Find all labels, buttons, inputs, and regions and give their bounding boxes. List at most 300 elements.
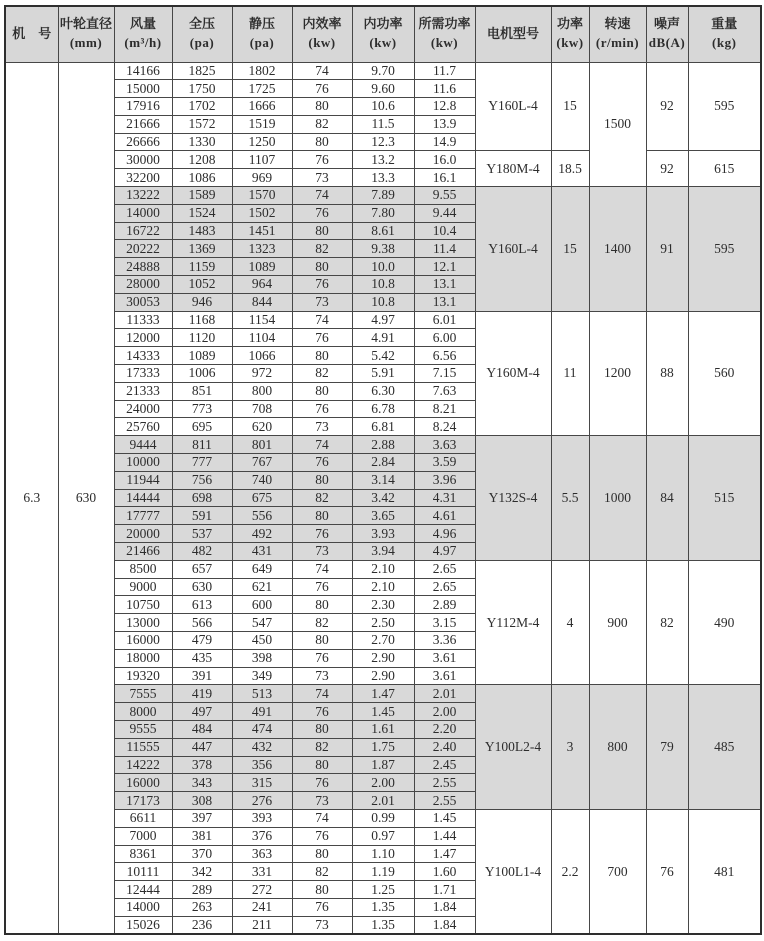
cell-weight: 560 xyxy=(688,311,761,436)
cell-required_power: 4.97 xyxy=(414,543,475,561)
cell-efficiency: 82 xyxy=(292,489,352,507)
cell-efficiency: 76 xyxy=(292,454,352,472)
cell-internal_power: 2.50 xyxy=(352,614,414,632)
cell-total_pressure: 811 xyxy=(172,436,232,454)
cell-weight: 481 xyxy=(688,809,761,934)
cell-total_pressure: 343 xyxy=(172,774,232,792)
cell-flow: 25760 xyxy=(114,418,172,436)
cell-efficiency: 82 xyxy=(292,614,352,632)
cell-static_pressure: 349 xyxy=(232,667,292,685)
cell-weight: 615 xyxy=(688,151,761,187)
cell-flow: 21666 xyxy=(114,115,172,133)
cell-required_power: 4.31 xyxy=(414,489,475,507)
cell-flow: 24000 xyxy=(114,400,172,418)
cell-static_pressure: 272 xyxy=(232,881,292,899)
cell-total_pressure: 1086 xyxy=(172,169,232,187)
cell-static_pressure: 649 xyxy=(232,560,292,578)
cell-static_pressure: 1570 xyxy=(232,187,292,205)
cell-total_pressure: 308 xyxy=(172,792,232,810)
cell-flow: 9555 xyxy=(114,720,172,738)
header-unit: (kw) xyxy=(369,35,397,51)
cell-weight: 485 xyxy=(688,685,761,810)
cell-static_pressure: 1250 xyxy=(232,133,292,151)
cell-total_pressure: 773 xyxy=(172,400,232,418)
cell-total_pressure: 1208 xyxy=(172,151,232,169)
cell-total_pressure: 1052 xyxy=(172,276,232,294)
cell-speed: 800 xyxy=(589,685,646,810)
cell-static_pressure: 1519 xyxy=(232,115,292,133)
cell-internal_power: 10.8 xyxy=(352,293,414,311)
cell-static_pressure: 964 xyxy=(232,276,292,294)
cell-internal_power: 4.97 xyxy=(352,311,414,329)
cell-flow: 21333 xyxy=(114,382,172,400)
table-row xyxy=(5,62,761,80)
cell-total_pressure: 1702 xyxy=(172,98,232,116)
cell-total_pressure: 263 xyxy=(172,898,232,916)
cell-internal_power: 2.90 xyxy=(352,667,414,685)
cell-total_pressure: 447 xyxy=(172,738,232,756)
cell-total_pressure: 479 xyxy=(172,632,232,650)
cell-flow: 8361 xyxy=(114,845,172,863)
cell-internal_power: 1.10 xyxy=(352,845,414,863)
cell-required_power: 13.9 xyxy=(414,115,475,133)
cell-flow: 14222 xyxy=(114,756,172,774)
cell-flow: 14166 xyxy=(114,62,172,80)
cell-static_pressure: 450 xyxy=(232,632,292,650)
cell-internal_power: 6.81 xyxy=(352,418,414,436)
cell-efficiency: 82 xyxy=(292,863,352,881)
header-label: 噪声 xyxy=(653,16,680,32)
cell-internal_power: 6.30 xyxy=(352,382,414,400)
header-unit: dB(A) xyxy=(648,35,686,51)
cell-efficiency: 74 xyxy=(292,62,352,80)
header-unit: (m³/h) xyxy=(124,35,162,51)
cell-required_power: 11.7 xyxy=(414,62,475,80)
cell-total_pressure: 370 xyxy=(172,845,232,863)
cell-efficiency: 76 xyxy=(292,400,352,418)
cell-required_power: 2.55 xyxy=(414,774,475,792)
cell-efficiency: 76 xyxy=(292,578,352,596)
cell-flow: 16000 xyxy=(114,774,172,792)
cell-static_pressure: 740 xyxy=(232,471,292,489)
cell-efficiency: 73 xyxy=(292,418,352,436)
cell-static_pressure: 972 xyxy=(232,365,292,383)
cell-speed: 900 xyxy=(589,560,646,685)
cell-flow: 32200 xyxy=(114,169,172,187)
cell-efficiency: 76 xyxy=(292,703,352,721)
cell-flow: 12444 xyxy=(114,881,172,899)
cell-efficiency: 73 xyxy=(292,792,352,810)
cell-flow: 24888 xyxy=(114,258,172,276)
cell-efficiency: 76 xyxy=(292,525,352,543)
cell-internal_power: 2.70 xyxy=(352,632,414,650)
cell-total_pressure: 756 xyxy=(172,471,232,489)
cell-internal_power: 2.10 xyxy=(352,578,414,596)
cell-efficiency: 80 xyxy=(292,258,352,276)
cell-static_pressure: 492 xyxy=(232,525,292,543)
cell-total_pressure: 1159 xyxy=(172,258,232,276)
cell-required_power: 1.47 xyxy=(414,845,475,863)
cell-efficiency: 80 xyxy=(292,98,352,116)
header-label: 内效率 xyxy=(302,16,342,32)
cell-efficiency: 80 xyxy=(292,596,352,614)
header-label: 电机型号 xyxy=(486,25,539,41)
cell-required_power: 2.00 xyxy=(414,703,475,721)
cell-required_power: 1.45 xyxy=(414,809,475,827)
cell-noise: 82 xyxy=(646,560,688,685)
cell-efficiency: 80 xyxy=(292,632,352,650)
cell-flow: 9000 xyxy=(114,578,172,596)
cell-efficiency: 80 xyxy=(292,222,352,240)
cell-flow: 11944 xyxy=(114,471,172,489)
cell-flow: 11555 xyxy=(114,738,172,756)
col-header-flow xyxy=(114,6,172,62)
cell-total_pressure: 484 xyxy=(172,720,232,738)
cell-efficiency: 73 xyxy=(292,543,352,561)
cell-total_pressure: 851 xyxy=(172,382,232,400)
cell-total_pressure: 630 xyxy=(172,578,232,596)
cell-flow: 7555 xyxy=(114,685,172,703)
col-header-impeller_diameter xyxy=(58,6,114,62)
col-header-machine_no xyxy=(5,6,58,62)
table-row xyxy=(5,685,761,703)
cell-internal_power: 7.80 xyxy=(352,204,414,222)
cell-noise: 76 xyxy=(646,809,688,934)
cell-static_pressure: 393 xyxy=(232,809,292,827)
cell-internal_power: 2.01 xyxy=(352,792,414,810)
cell-internal_power: 13.3 xyxy=(352,169,414,187)
cell-total_pressure: 391 xyxy=(172,667,232,685)
cell-power: 18.5 xyxy=(551,151,589,187)
cell-internal_power: 2.00 xyxy=(352,774,414,792)
table-header xyxy=(5,6,761,62)
cell-total_pressure: 435 xyxy=(172,649,232,667)
cell-internal_power: 5.91 xyxy=(352,365,414,383)
cell-internal_power: 10.0 xyxy=(352,258,414,276)
cell-required_power: 1.60 xyxy=(414,863,475,881)
cell-total_pressure: 1589 xyxy=(172,187,232,205)
cell-efficiency: 73 xyxy=(292,293,352,311)
cell-internal_power: 6.78 xyxy=(352,400,414,418)
cell-total_pressure: 1750 xyxy=(172,80,232,98)
cell-static_pressure: 1104 xyxy=(232,329,292,347)
cell-power: 4 xyxy=(551,560,589,685)
header-label: 静压 xyxy=(248,16,275,32)
cell-required_power: 2.65 xyxy=(414,560,475,578)
cell-total_pressure: 695 xyxy=(172,418,232,436)
cell-required_power: 13.1 xyxy=(414,293,475,311)
col-header-motor_model xyxy=(475,6,551,62)
cell-internal_power: 3.14 xyxy=(352,471,414,489)
cell-static_pressure: 431 xyxy=(232,543,292,561)
cell-internal_power: 10.6 xyxy=(352,98,414,116)
cell-total_pressure: 591 xyxy=(172,507,232,525)
cell-total_pressure: 566 xyxy=(172,614,232,632)
cell-flow: 17777 xyxy=(114,507,172,525)
cell-flow: 30000 xyxy=(114,151,172,169)
cell-static_pressure: 1107 xyxy=(232,151,292,169)
cell-static_pressure: 211 xyxy=(232,916,292,934)
cell-static_pressure: 801 xyxy=(232,436,292,454)
cell-required_power: 6.00 xyxy=(414,329,475,347)
cell-flow: 10111 xyxy=(114,863,172,881)
col-header-power xyxy=(551,6,589,62)
cell-required_power: 6.01 xyxy=(414,311,475,329)
cell-internal_power: 9.60 xyxy=(352,80,414,98)
cell-efficiency: 80 xyxy=(292,756,352,774)
cell-internal_power: 11.5 xyxy=(352,115,414,133)
cell-static_pressure: 1089 xyxy=(232,258,292,276)
cell-impeller-diameter: 630 xyxy=(58,62,114,934)
cell-power: 15 xyxy=(551,187,589,312)
cell-flow: 17333 xyxy=(114,365,172,383)
cell-power: 11 xyxy=(551,311,589,436)
cell-flow: 16722 xyxy=(114,222,172,240)
cell-static_pressure: 1802 xyxy=(232,62,292,80)
cell-internal_power: 1.45 xyxy=(352,703,414,721)
cell-power: 5.5 xyxy=(551,436,589,561)
cell-flow: 13000 xyxy=(114,614,172,632)
cell-static_pressure: 398 xyxy=(232,649,292,667)
cell-motor-model: Y180M-4 xyxy=(475,151,551,187)
cell-internal_power: 1.87 xyxy=(352,756,414,774)
cell-flow: 18000 xyxy=(114,649,172,667)
cell-efficiency: 73 xyxy=(292,169,352,187)
cell-static_pressure: 513 xyxy=(232,685,292,703)
cell-efficiency: 80 xyxy=(292,471,352,489)
cell-speed: 700 xyxy=(589,809,646,934)
cell-total_pressure: 1006 xyxy=(172,365,232,383)
cell-motor-model: Y100L2-4 xyxy=(475,685,551,810)
cell-efficiency: 80 xyxy=(292,133,352,151)
cell-noise: 88 xyxy=(646,311,688,436)
cell-total_pressure: 657 xyxy=(172,560,232,578)
header-label: 功率 xyxy=(556,16,583,32)
cell-total_pressure: 381 xyxy=(172,827,232,845)
cell-noise: 92 xyxy=(646,62,688,151)
cell-total_pressure: 497 xyxy=(172,703,232,721)
cell-motor-model: Y112M-4 xyxy=(475,560,551,685)
cell-flow: 14000 xyxy=(114,898,172,916)
cell-efficiency: 76 xyxy=(292,329,352,347)
cell-total_pressure: 613 xyxy=(172,596,232,614)
cell-internal_power: 2.10 xyxy=(352,560,414,578)
cell-efficiency: 74 xyxy=(292,685,352,703)
col-header-internal_power xyxy=(352,6,414,62)
cell-static_pressure: 276 xyxy=(232,792,292,810)
cell-total_pressure: 698 xyxy=(172,489,232,507)
cell-flow: 6611 xyxy=(114,809,172,827)
cell-static_pressure: 491 xyxy=(232,703,292,721)
cell-flow: 7000 xyxy=(114,827,172,845)
cell-motor-model: Y132S-4 xyxy=(475,436,551,561)
cell-total_pressure: 236 xyxy=(172,916,232,934)
cell-speed: 1400 xyxy=(589,187,646,312)
cell-internal_power: 1.25 xyxy=(352,881,414,899)
cell-power: 15 xyxy=(551,62,589,151)
cell-efficiency: 76 xyxy=(292,276,352,294)
cell-power: 3 xyxy=(551,685,589,810)
cell-efficiency: 76 xyxy=(292,80,352,98)
cell-flow: 14333 xyxy=(114,347,172,365)
col-header-efficiency xyxy=(292,6,352,62)
cell-total_pressure: 1089 xyxy=(172,347,232,365)
cell-flow: 9444 xyxy=(114,436,172,454)
cell-static_pressure: 556 xyxy=(232,507,292,525)
cell-total_pressure: 1524 xyxy=(172,204,232,222)
cell-motor-model: Y100L1-4 xyxy=(475,809,551,934)
cell-total_pressure: 342 xyxy=(172,863,232,881)
col-header-required_power xyxy=(414,6,475,62)
cell-internal_power: 1.75 xyxy=(352,738,414,756)
cell-flow: 19320 xyxy=(114,667,172,685)
cell-internal_power: 3.93 xyxy=(352,525,414,543)
table-row xyxy=(5,187,761,205)
table-row xyxy=(5,151,761,169)
cell-noise: 84 xyxy=(646,436,688,561)
cell-efficiency: 76 xyxy=(292,204,352,222)
cell-required_power: 2.55 xyxy=(414,792,475,810)
cell-motor-model: Y160L-4 xyxy=(475,62,551,151)
cell-efficiency: 80 xyxy=(292,881,352,899)
table-row xyxy=(5,560,761,578)
cell-required_power: 2.65 xyxy=(414,578,475,596)
cell-internal_power: 4.91 xyxy=(352,329,414,347)
cell-total_pressure: 1572 xyxy=(172,115,232,133)
cell-flow: 11333 xyxy=(114,311,172,329)
cell-efficiency: 74 xyxy=(292,187,352,205)
cell-internal_power: 0.99 xyxy=(352,809,414,827)
header-unit: (r/min) xyxy=(595,35,640,51)
cell-flow: 26666 xyxy=(114,133,172,151)
cell-required_power: 14.9 xyxy=(414,133,475,151)
cell-flow: 15000 xyxy=(114,80,172,98)
cell-internal_power: 1.47 xyxy=(352,685,414,703)
header-unit: (pa) xyxy=(189,35,215,51)
cell-flow: 20000 xyxy=(114,525,172,543)
cell-internal_power: 9.38 xyxy=(352,240,414,258)
cell-internal_power: 8.61 xyxy=(352,222,414,240)
cell-internal_power: 2.88 xyxy=(352,436,414,454)
cell-total_pressure: 537 xyxy=(172,525,232,543)
cell-static_pressure: 1066 xyxy=(232,347,292,365)
cell-static_pressure: 1451 xyxy=(232,222,292,240)
cell-static_pressure: 1154 xyxy=(232,311,292,329)
cell-required_power: 4.96 xyxy=(414,525,475,543)
cell-total_pressure: 419 xyxy=(172,685,232,703)
cell-flow: 15026 xyxy=(114,916,172,934)
table-body xyxy=(5,62,761,934)
cell-flow: 16000 xyxy=(114,632,172,650)
cell-efficiency: 76 xyxy=(292,649,352,667)
cell-total_pressure: 378 xyxy=(172,756,232,774)
cell-weight: 490 xyxy=(688,560,761,685)
cell-required_power: 9.44 xyxy=(414,204,475,222)
cell-total_pressure: 1120 xyxy=(172,329,232,347)
cell-total_pressure: 1483 xyxy=(172,222,232,240)
cell-power: 2.2 xyxy=(551,809,589,934)
header-label: 机 号 xyxy=(12,25,52,41)
header-label: 全压 xyxy=(188,16,215,32)
cell-internal_power: 2.84 xyxy=(352,454,414,472)
cell-flow: 17173 xyxy=(114,792,172,810)
cell-total_pressure: 1369 xyxy=(172,240,232,258)
cell-noise: 79 xyxy=(646,685,688,810)
cell-efficiency: 76 xyxy=(292,827,352,845)
cell-static_pressure: 844 xyxy=(232,293,292,311)
cell-total_pressure: 1330 xyxy=(172,133,232,151)
cell-required_power: 3.96 xyxy=(414,471,475,489)
cell-noise: 91 xyxy=(646,187,688,312)
cell-static_pressure: 1323 xyxy=(232,240,292,258)
cell-flow: 21466 xyxy=(114,543,172,561)
cell-required_power: 1.71 xyxy=(414,881,475,899)
cell-required_power: 11.4 xyxy=(414,240,475,258)
cell-machine-no: 6.3 xyxy=(5,62,58,934)
cell-efficiency: 73 xyxy=(292,916,352,934)
header-label: 所需功率 xyxy=(418,16,471,32)
cell-static_pressure: 767 xyxy=(232,454,292,472)
cell-required_power: 2.40 xyxy=(414,738,475,756)
cell-required_power: 11.6 xyxy=(414,80,475,98)
cell-required_power: 13.1 xyxy=(414,276,475,294)
cell-static_pressure: 547 xyxy=(232,614,292,632)
cell-internal_power: 1.19 xyxy=(352,863,414,881)
cell-flow: 20222 xyxy=(114,240,172,258)
cell-static_pressure: 708 xyxy=(232,400,292,418)
cell-static_pressure: 1725 xyxy=(232,80,292,98)
cell-required_power: 16.0 xyxy=(414,151,475,169)
cell-static_pressure: 474 xyxy=(232,720,292,738)
cell-required_power: 12.1 xyxy=(414,258,475,276)
cell-required_power: 12.8 xyxy=(414,98,475,116)
cell-static_pressure: 620 xyxy=(232,418,292,436)
cell-efficiency: 74 xyxy=(292,436,352,454)
col-header-total_pressure xyxy=(172,6,232,62)
table-row xyxy=(5,436,761,454)
cell-efficiency: 76 xyxy=(292,898,352,916)
cell-static_pressure: 600 xyxy=(232,596,292,614)
cell-motor-model: Y160M-4 xyxy=(475,311,551,436)
cell-required_power: 2.89 xyxy=(414,596,475,614)
col-header-static_pressure xyxy=(232,6,292,62)
cell-static_pressure: 331 xyxy=(232,863,292,881)
cell-flow: 17916 xyxy=(114,98,172,116)
cell-required_power: 8.24 xyxy=(414,418,475,436)
header-unit: (pa) xyxy=(249,35,275,51)
cell-internal_power: 13.2 xyxy=(352,151,414,169)
cell-static_pressure: 315 xyxy=(232,774,292,792)
cell-internal_power: 1.35 xyxy=(352,898,414,916)
col-header-noise xyxy=(646,6,688,62)
table-row xyxy=(5,809,761,827)
cell-total_pressure: 1825 xyxy=(172,62,232,80)
cell-weight: 595 xyxy=(688,62,761,151)
cell-weight: 595 xyxy=(688,187,761,312)
cell-internal_power: 5.42 xyxy=(352,347,414,365)
header-label: 重量 xyxy=(711,16,738,32)
header-row xyxy=(5,6,761,62)
cell-flow: 14444 xyxy=(114,489,172,507)
cell-static_pressure: 1666 xyxy=(232,98,292,116)
cell-speed: 1200 xyxy=(589,311,646,436)
cell-noise: 92 xyxy=(646,151,688,187)
cell-required_power: 10.4 xyxy=(414,222,475,240)
cell-total_pressure: 946 xyxy=(172,293,232,311)
fan-spec-table xyxy=(4,5,762,935)
cell-efficiency: 82 xyxy=(292,738,352,756)
cell-internal_power: 1.61 xyxy=(352,720,414,738)
